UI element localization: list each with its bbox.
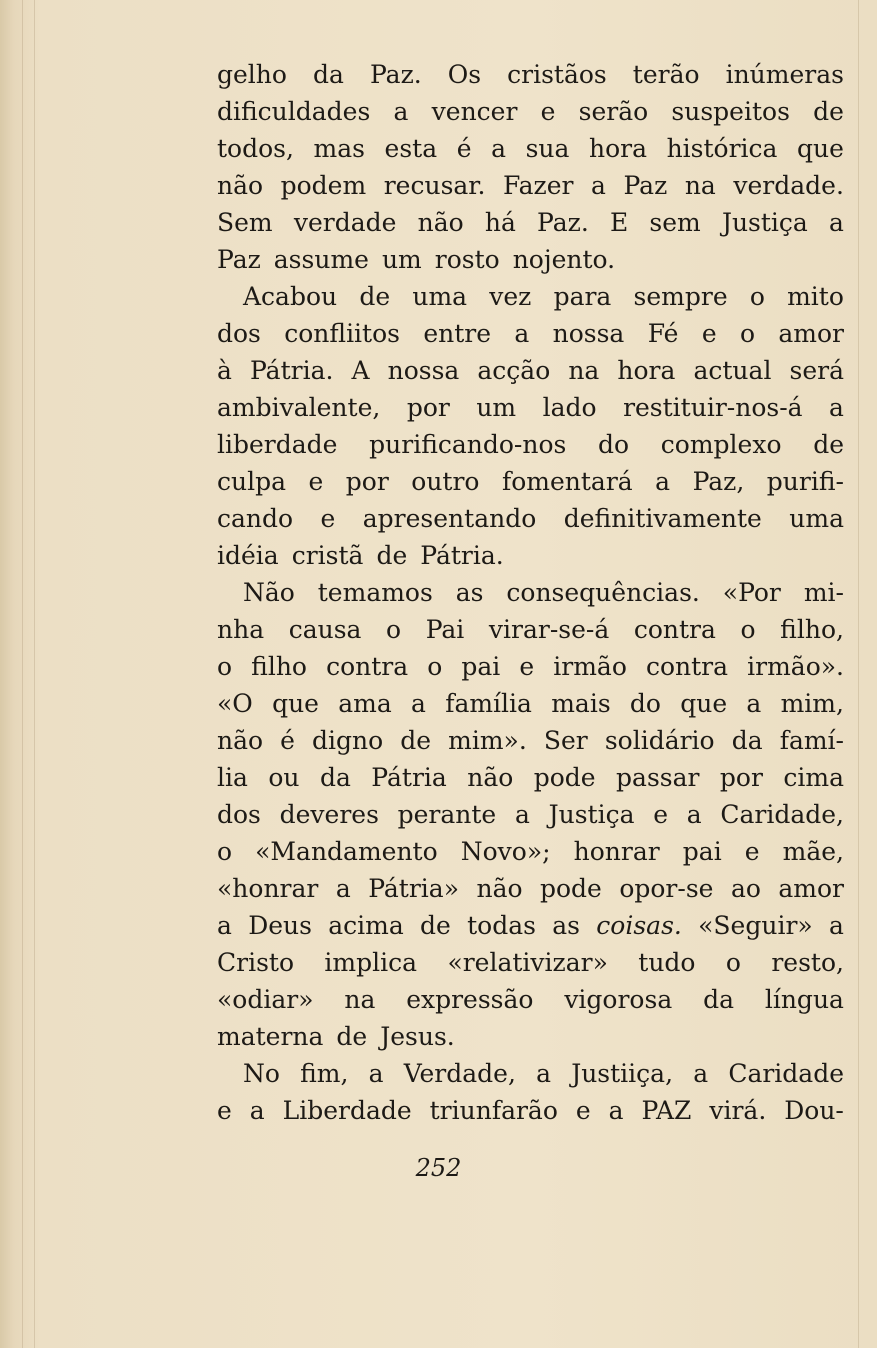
word: e [320,504,336,533]
word: solidário [604,726,715,755]
body-text [217,56,844,1129]
word: o [725,948,741,977]
text-line [217,907,844,944]
word: um [381,245,422,274]
word: amor [778,319,844,348]
word: entre [423,319,492,348]
word: a [829,393,844,422]
word: PAZ [641,1096,692,1125]
word: complexo [660,430,782,459]
word: outro [411,467,480,496]
text-line [217,315,844,352]
word: na [568,356,600,385]
word: filho, [780,615,844,644]
word: a [335,874,351,903]
text-line [217,722,844,759]
word: uma [412,282,468,311]
word: gelho [217,60,287,89]
word: Paz [623,171,668,200]
word: por [406,393,450,422]
word: idéia [217,541,279,570]
word: da [731,726,763,755]
word: vez [489,282,532,311]
word: ambivalente, [217,393,381,422]
word: e [575,1096,591,1125]
word: contra [326,652,409,681]
word: Novo»; [460,837,551,866]
word: Ser [543,726,588,755]
text-line [217,870,844,907]
word: verdade. [733,171,844,200]
word: a [746,689,762,718]
word: uma [789,504,844,533]
word: não [217,726,264,755]
word: Paz. [537,208,589,237]
word: Cristo [217,948,295,977]
word: na [684,171,716,200]
word: na [344,985,376,1014]
word: mi- [803,578,844,607]
word: esta [384,134,438,163]
word: virá. [709,1096,767,1125]
text-line [217,833,844,870]
gutter-line [34,0,35,1348]
word: pai [461,652,501,681]
word: «Mandamento [255,837,438,866]
word: todas [467,911,536,940]
word: «odiar» [217,985,314,1014]
word: Pátria. [249,356,334,385]
word: vigorosa [564,985,673,1014]
word: e [217,1096,232,1125]
text-line [217,389,844,426]
word: mim». [448,726,527,755]
word: será [789,356,844,385]
word: dificuldades [217,97,371,126]
word: ama [338,689,392,718]
word: a [393,97,409,126]
word: da [703,985,734,1014]
gutter-line [22,0,23,1348]
word: que [680,689,728,718]
text-line [217,759,844,796]
word: pode [540,874,602,903]
word: não [417,208,464,237]
word: o [749,282,765,311]
word: o [427,652,443,681]
word: as [552,911,580,940]
word: purifi- [766,467,844,496]
word: é [280,726,295,755]
word: implica [324,948,418,977]
word: a [491,134,506,163]
word: sem [649,208,701,237]
word: a [514,800,530,829]
word: não [476,874,523,903]
word: assume [273,245,369,274]
word: ao [730,874,761,903]
word: Jesus. [380,1022,455,1051]
word: acima [328,911,404,940]
word: cando [217,504,294,533]
word: a [608,1096,624,1125]
word: Justiiça, [571,1059,674,1088]
text-line [217,352,844,389]
text-line [217,56,844,93]
word: a [217,911,232,940]
word: apresentando [362,504,537,533]
word: pode [533,763,596,792]
word: E [609,208,629,237]
word: Liberdade [282,1096,412,1125]
word: «honrar [217,874,319,903]
word: da [313,60,344,89]
word: restituir-nos-á [623,393,803,422]
word: coisas. [596,911,682,940]
word: Acabou [243,282,338,311]
word: filho [251,652,307,681]
word: a [249,1096,265,1125]
word: purificando-nos [369,430,567,459]
word: família [445,689,532,718]
word: Dou- [784,1096,844,1125]
word: Verdade, [403,1059,516,1088]
text-line [217,130,844,167]
word: hora [588,134,647,163]
word: passar [616,763,700,792]
word: a [693,1059,709,1088]
word: a [536,1059,551,1088]
word: de [336,1022,368,1051]
word: Não [243,578,295,607]
word: a [686,800,702,829]
word: à [217,356,232,385]
word: mais [551,689,611,718]
word: não [217,171,264,200]
word: a [829,208,844,237]
word: um [476,393,517,422]
word: perante [397,800,497,829]
word: de [400,726,432,755]
text-line [217,981,844,1018]
word: que [797,134,844,163]
word: culpa [217,467,287,496]
word: a [411,689,426,718]
word: sua [525,134,570,163]
word: causa [288,615,362,644]
text-line [217,93,844,130]
word: consequências. [506,578,700,607]
word: a [655,467,671,496]
text-line [217,241,844,278]
word: e [540,97,556,126]
word: verdade [293,208,397,237]
word: o [217,652,233,681]
word: tudo [638,948,696,977]
word: o [386,615,402,644]
text-line [217,167,844,204]
text-line [217,1092,844,1129]
word: por [719,763,763,792]
text-line [217,1055,844,1092]
word: nossa [552,319,625,348]
word: e [308,467,324,496]
word: da [319,763,351,792]
word: mim, [780,689,844,718]
word: Pai [425,615,465,644]
word: por [345,467,389,496]
word: todos, [217,134,294,163]
word: «O [217,689,253,718]
word: amor [778,874,844,903]
word: que [272,689,319,718]
word: a [368,1059,384,1088]
text-line [217,500,844,537]
word: de [359,282,391,311]
word: ou [268,763,300,792]
word: pai [682,837,722,866]
word: contra [645,652,729,681]
text-line [217,685,844,722]
word: lado [542,393,597,422]
word: deveres [279,800,379,829]
word: dos [217,800,261,829]
word: mito [787,282,844,311]
text-line [217,1018,844,1055]
word: histórica [666,134,778,163]
word: de [813,97,844,126]
word: Justiça [548,800,635,829]
word: sempre [633,282,728,311]
text-line [217,944,844,981]
word: No [243,1059,280,1088]
word: do [629,689,661,718]
word: «Por [722,578,781,607]
word: materna [217,1022,324,1051]
word: cristã [291,541,364,570]
word: actual [693,356,772,385]
word: acção [477,356,551,385]
word: nha [217,615,265,644]
text-line [217,796,844,833]
word: resto, [771,948,844,977]
word: cristãos [507,60,607,89]
word: Pátria [371,763,447,792]
word: a [828,911,844,940]
word: definitivamente [563,504,762,533]
word: hora [617,356,676,385]
word: mas [313,134,365,163]
text-line [217,463,844,500]
word: para [553,282,612,311]
word: de [376,541,408,570]
word: as [455,578,484,607]
word: há [484,208,516,237]
word: lia [217,763,248,792]
word: temamos [317,578,433,607]
word: confliitos [284,319,400,348]
word: liberdade [217,430,338,459]
word: terão [632,60,700,89]
word: digno [312,726,384,755]
word: de [813,430,844,459]
word: opor-se [619,874,714,903]
word: triunfarão [429,1096,558,1125]
word: fomentará [501,467,633,496]
word: Justiça [721,208,808,237]
word: de [420,911,451,940]
word: língua [764,985,844,1014]
word: Os [447,60,482,89]
word: Caridade [728,1059,844,1088]
page-edge-line [858,0,859,1348]
word: e [653,800,668,829]
word: nojento. [512,245,616,274]
word: virar-se-á [488,615,610,644]
word: serão [578,97,649,126]
text-line [217,648,844,685]
word: famí- [779,726,844,755]
word: Deus [248,911,312,940]
word: honrar [573,837,660,866]
word: nossa [387,356,460,385]
word: Fé [647,319,679,348]
text-line [217,537,844,574]
page-number: 252 [415,1154,462,1182]
word: contra [633,615,716,644]
word: Caridade, [720,800,844,829]
word: mãe, [782,837,844,866]
word: cima [783,763,844,792]
word: expressão [406,985,534,1014]
word: podem [280,171,367,200]
word: suspeitos [671,97,790,126]
word: «Seguir» [698,911,813,940]
word: Paz [217,245,261,274]
word: fim, [300,1059,349,1088]
word: o [740,615,756,644]
word: recusar. [383,171,486,200]
word: do [598,430,630,459]
word: não [467,763,514,792]
word: irmão». [747,652,844,681]
word: inúmeras [725,60,844,89]
text-line [217,426,844,463]
word: A [351,356,370,385]
word: a [591,171,606,200]
word: irmão [553,652,627,681]
word: a [514,319,530,348]
text-line [217,611,844,648]
word: o [739,319,756,348]
text-line [217,278,844,315]
word: dos [217,319,261,348]
word: Paz. [369,60,422,89]
word: Sem [217,208,273,237]
word: e [519,652,535,681]
word: vencer [431,97,518,126]
word: e [744,837,760,866]
word: Pátria» [368,874,459,903]
word: Fazer [503,171,574,200]
text-line [217,574,844,611]
text-line [217,204,844,241]
word: «relativizar» [447,948,608,977]
word: o [217,837,233,866]
word: é [456,134,472,163]
word: Pátria. [420,541,504,570]
word: Paz, [692,467,745,496]
word: rosto [434,245,500,274]
word: e [701,319,717,348]
